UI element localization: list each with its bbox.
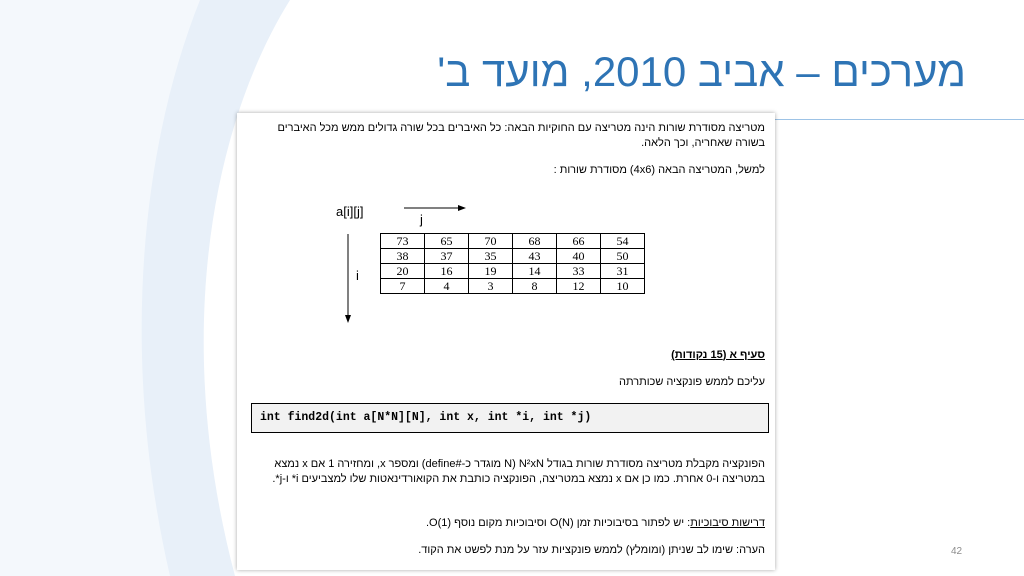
matrix-cell: 70 (469, 234, 513, 249)
matrix-cell: 12 (557, 279, 601, 294)
matrix-cell: 38 (381, 249, 425, 264)
down-arrow-icon (345, 315, 351, 323)
page-number: 42 (951, 546, 963, 557)
matrix-row (381, 249, 645, 264)
requirements-paragraph (255, 516, 765, 531)
matrix-cell: 37 (425, 249, 469, 264)
definition-paragraph: מטריצה מסודרת שורות הינה מטריצה עם החוקיות הבאה: כל האיברים בכל שורה גדולים ממש מכל האיברים בשורה שאחריה, וכך הלאה. (277, 122, 765, 149)
matrix-cell: 16 (425, 264, 469, 279)
matrix-table (380, 233, 645, 294)
section-title: סעיף א (15 נקודות) (671, 349, 765, 361)
matrix-row (381, 234, 645, 249)
matrix-cell: 33 (557, 264, 601, 279)
code-signature: int find2d(int a[N*N][N], int x, int *i, int *j) (260, 411, 592, 424)
matrix-cell: 10 (601, 279, 645, 294)
code-signature-box (251, 403, 769, 433)
matrix-cell: 43 (513, 249, 557, 264)
index-arrows (332, 198, 652, 398)
function-description: הפונקציה מקבלת מטריצה מסודרת שורות בגודל N²xN (N מוגדר כ-#define) ומספר x, ומחזירה 1 אם x נמצא במטריצה ו-0 אחרת. כמו כן אם x נמצא במטריצה, הפונקציה כותבת את הקואורדינאטות שלו למצביעים i* ו-j*. (272, 458, 765, 485)
matrix-cell: 35 (469, 249, 513, 264)
matrix-cell: 40 (557, 249, 601, 264)
requirements-label: דרישות סיבוכיות (690, 517, 765, 529)
note-paragraph: הערה: שימו לב שניתן (ומומלץ) לממש פונקציות עזר על מנת לפשט את הקוד. (418, 544, 765, 556)
matrix-cell: 8 (513, 279, 557, 294)
matrix-cell: 68 (513, 234, 557, 249)
matrix-row (381, 264, 645, 279)
matrix-cell: 66 (557, 234, 601, 249)
slide-title: מערכים – אביב 2010, מועד ב' (437, 48, 966, 95)
matrix-row (381, 279, 645, 294)
matrix-cell: 20 (381, 264, 425, 279)
matrix-label: a[i][j] (336, 204, 364, 219)
exam-question-image (237, 113, 775, 570)
matrix-diagram (332, 198, 652, 398)
matrix-cell: 65 (425, 234, 469, 249)
matrix-cell: 50 (601, 249, 645, 264)
row-index-label: i (356, 268, 359, 283)
matrix-cell: 3 (469, 279, 513, 294)
column-index-label: j (420, 212, 423, 227)
instruction-text: עליכם לממש פונקציה שכותרתה (618, 376, 765, 388)
matrix-cell: 7 (381, 279, 425, 294)
matrix-cell: 54 (601, 234, 645, 249)
matrix-cell: 31 (601, 264, 645, 279)
matrix-cell: 19 (469, 264, 513, 279)
title-accent-line (770, 119, 1024, 120)
matrix-cell: 14 (513, 264, 557, 279)
matrix-cell: 73 (381, 234, 425, 249)
right-arrow-icon (458, 205, 466, 211)
example-intro: למשל, המטריצה הבאה (4x6) מסודרת שורות : (553, 164, 765, 176)
matrix-cell: 4 (425, 279, 469, 294)
requirements-text: : יש לפתור בסיבוכיות זמן O(N) וסיבוכיות מקום נוסף O(1). (425, 517, 691, 529)
